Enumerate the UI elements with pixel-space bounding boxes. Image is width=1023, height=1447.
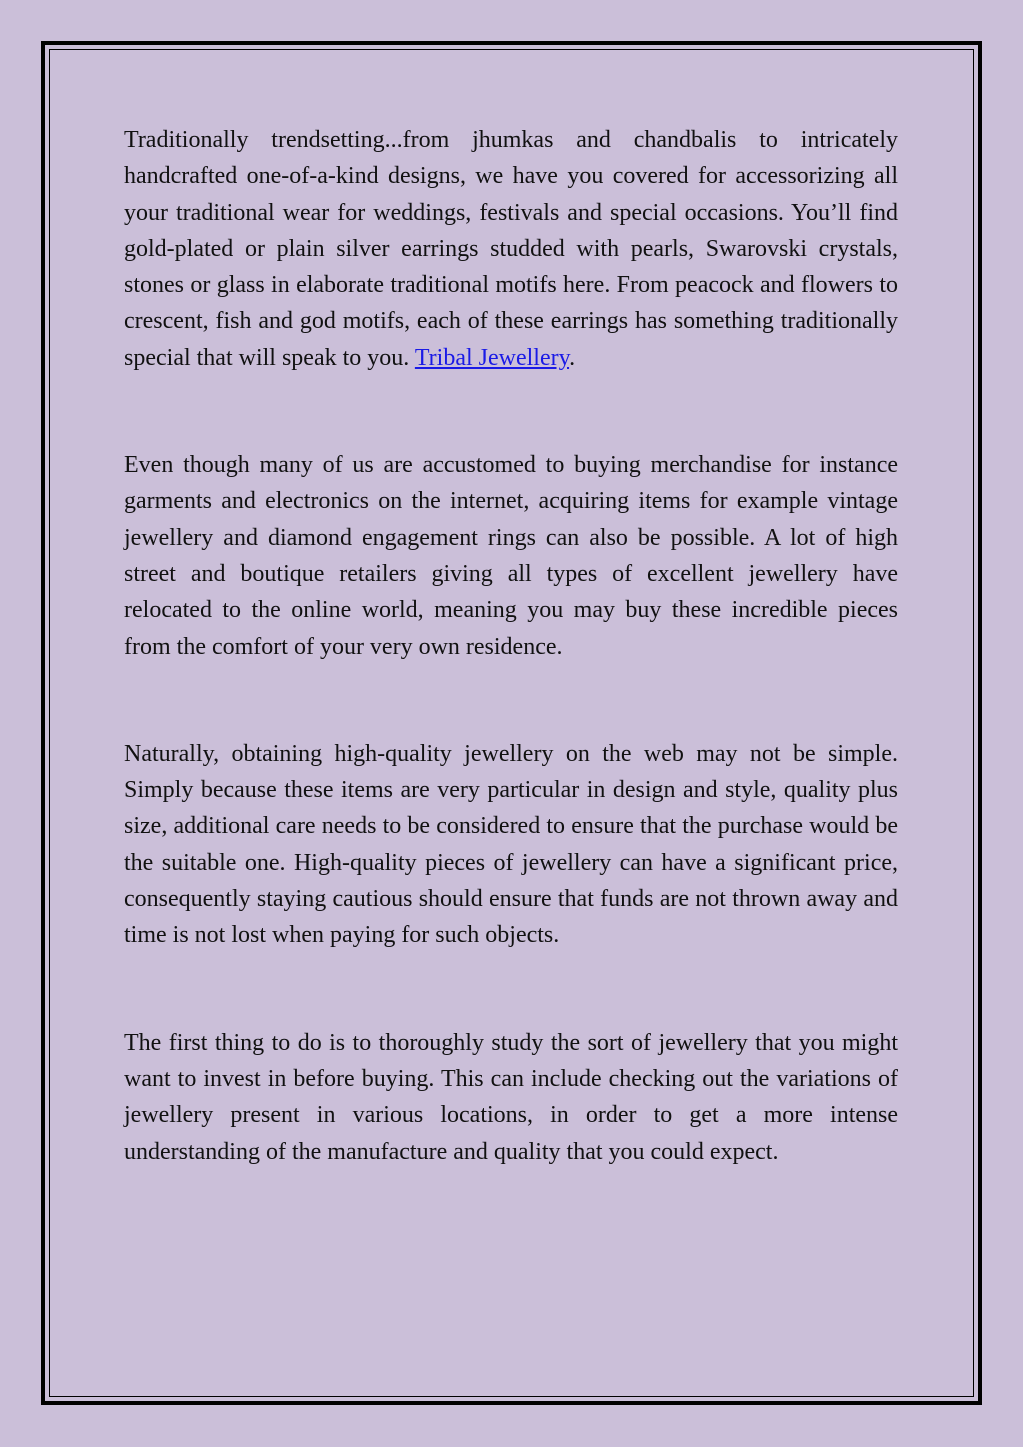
tribal-jewellery-link[interactable]: Tribal Jewellery — [414, 344, 570, 371]
document-body — [124, 122, 898, 1241]
paragraph-4: The first thing to do is to thoroughly study the sort of jewellery that you might want to invest in before buying. This can include checking out the variations of jewellery present in various locations, in order to get a more intense understanding of the manufacture and quality that you could expect. — [124, 1029, 898, 1165]
paragraph-2: Even though many of us are accustomed to buying merchandise for instance garments and electronics on the internet, acquiring items for example vintage jewellery and diamond engagement rings can also be possible. A lot of high street and boutique retailers giving all types of excellent jewellery have relocated to the online world, meaning you may buy these incredible pieces from the comfort of your very own residence. — [124, 452, 898, 660]
paragraph-1-period: . — [569, 344, 576, 371]
paragraph-3: Naturally, obtaining high-quality jewellery on the web may not be simple. Simply because these items are very particular in design and style, quality plus size, additional care needs to be considered to ensure that the purchase would be the suitable one. High-quality pieces of jewellery can have a significant price, consequently staying cautious should ensure that funds are not thrown away and time is not lost when paying for such objects. — [124, 740, 898, 949]
paragraph-1 — [124, 122, 898, 376]
paragraph-1-text: Traditionally trendsetting...from jhumkas and chandbalis to intricately handcrafted one-of-a-kind designs, we have you covered for accessorizing all your traditional wear for weddings, festivals and special occasions. You’ll find gold-plated or plain silver earrings studded with pearls, Swarovski crystals, stones or glass in elaborate traditional motifs here. From peacock and flowers to crescent, fish and god motifs, each of these earrings has something traditionally special that will speak to you. — [124, 127, 898, 371]
